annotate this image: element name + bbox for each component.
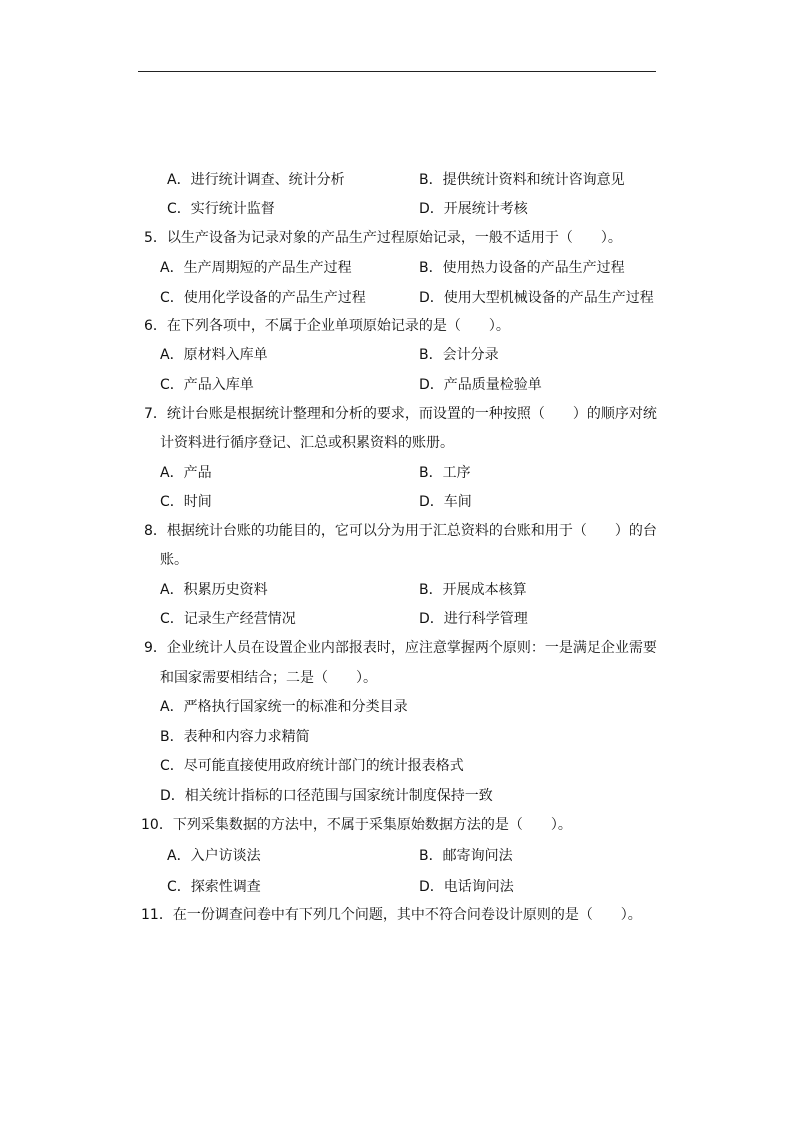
q9-stem-line2: 和国家需要相结合；二是（ ）。 (160, 670, 377, 686)
q6-option-c: C．产品入库单 (160, 377, 254, 393)
q9-option-c: C．尽可能直接使用政府统计部门的统计报表格式 (160, 758, 464, 774)
q6-stem: 6．在下列各项中，不属于企业单项原始记录的是（ ）。 (144, 318, 510, 334)
header-rule (138, 71, 656, 72)
q4-option-d: D．开展统计考核 (419, 201, 528, 217)
q5-option-b: B．使用热力设备的产品生产过程 (419, 260, 625, 276)
q4-option-c: C．实行统计监督 (167, 201, 275, 217)
q4-option-a: A．进行统计调查、统计分析 (167, 172, 345, 188)
q10-option-b: B．邮寄询问法 (419, 848, 513, 864)
q8-option-a: A．积累历史资料 (160, 582, 268, 598)
q8-option-d: D．进行科学管理 (419, 611, 528, 627)
q8-stem-line2: 账。 (160, 552, 188, 568)
q7-stem-line2: 计资料进行循序登记、汇总或积累资料的账册。 (160, 435, 454, 451)
q6-option-d: D．产品质量检验单 (419, 377, 542, 393)
q9-option-b: B．表种和内容力求精简 (160, 729, 310, 745)
q7-option-a: A．产品 (160, 465, 212, 481)
q7-option-b: B．工序 (419, 465, 471, 481)
q6-option-a: A．原材料入库单 (160, 347, 268, 363)
q10-option-c: C．探索性调查 (167, 879, 261, 895)
q4-option-b: B．提供统计资料和统计咨询意见 (419, 172, 625, 188)
q7-option-c: C．时间 (160, 494, 212, 510)
q9-option-d: D．相关统计指标的口径范围与国家统计制度保持一致 (160, 788, 493, 804)
q5-option-d: D．使用大型机械设备的产品生产过程 (419, 290, 654, 306)
q8-option-c: C．记录生产经营情况 (160, 611, 296, 627)
q7-stem-line1: 7．统计台账是根据统计整理和分析的要求，而设置的一种按照（ ）的顺序对统 (144, 406, 657, 422)
q11-stem: 11．在一份调查问卷中有下列几个问题，其中不符合问卷设计原则的是（ ）。 (141, 907, 642, 923)
q9-stem-line1: 9．企业统计人员在设置企业内部报表时，应注意掌握两个原则：一是满足企业需要 (144, 640, 657, 656)
q5-option-a: A．生产周期短的产品生产过程 (160, 260, 352, 276)
q5-stem: 5．以生产设备为记录对象的产品生产过程原始记录，一般不适用于（ ）。 (144, 230, 622, 246)
q7-option-d: D．车间 (419, 494, 472, 510)
q8-option-b: B．开展成本核算 (419, 582, 527, 598)
q8-stem-line1: 8．根据统计台账的功能目的，它可以分为用于汇总资料的台账和用于（ ）的台 (144, 523, 657, 539)
q10-option-d: D．电话询问法 (419, 879, 514, 895)
q6-option-b: B．会计分录 (419, 347, 499, 363)
q10-option-a: A．入户访谈法 (167, 848, 261, 864)
q5-option-c: C．使用化学设备的产品生产过程 (160, 290, 366, 306)
q9-option-a: A．严格执行国家统一的标准和分类目录 (160, 699, 408, 715)
q10-stem: 10．下列采集数据的方法中，不属于采集原始数据方法的是（ ）。 (141, 817, 572, 833)
